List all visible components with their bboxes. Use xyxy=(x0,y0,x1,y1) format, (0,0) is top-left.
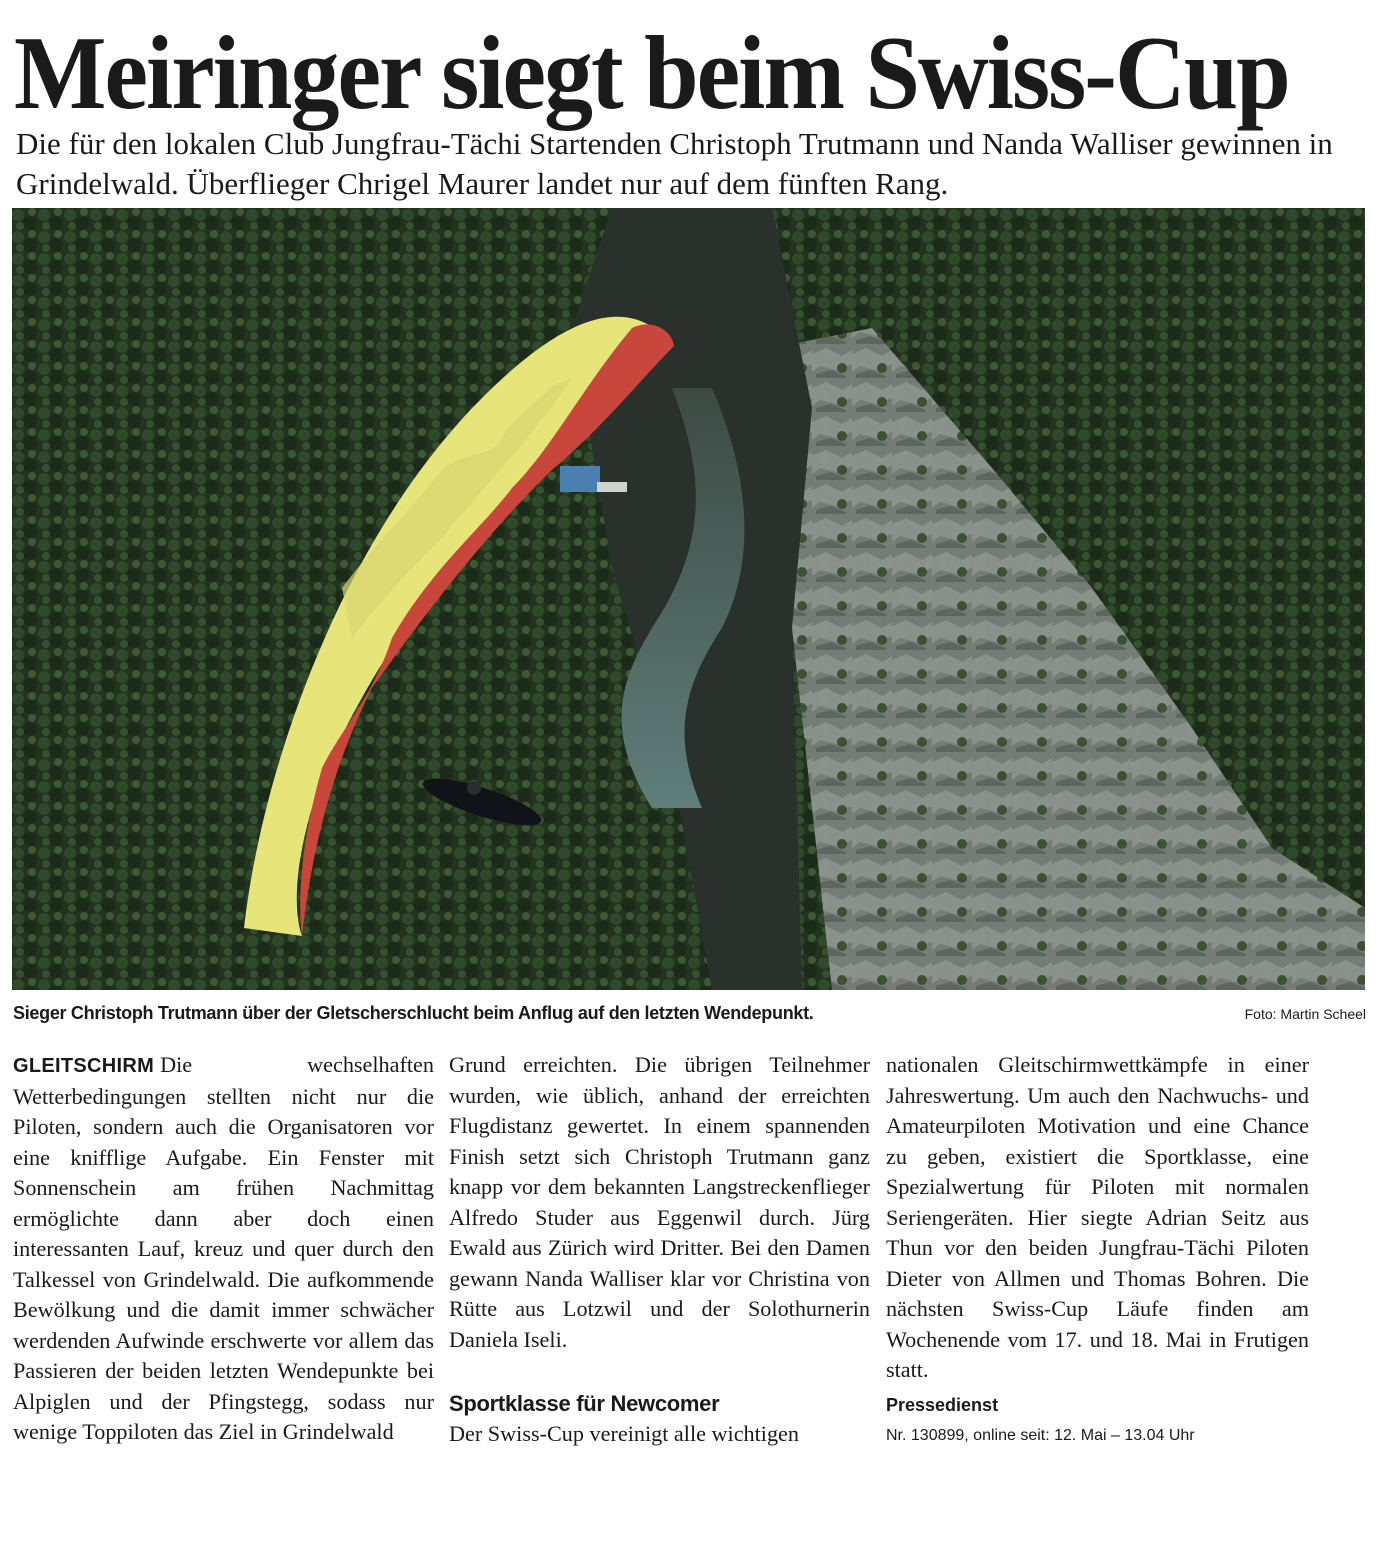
body-paragraph-3a: Der Swiss-Cup vereinigt alle wichtigen xyxy=(449,1421,799,1446)
body-paragraph-2: Grund erreichten. Die übrigen Teilnehmer wurden, wie üblich, anhand der erreichten Flugdistanz gewertet. In einem spannenden Finish setzt sich Christoph Trutmann ganz knapp vor dem bekannten Langstreckenflieger Alfredo Studer aus Eggenwil durch. Jürg Ewald aus Zürich wird Dritter. Bei den Damen gewann Nanda Walliser klar vor Christina von Rütte aus Lotzwil und der Solothurnerin Daniela Iseli. xyxy=(449,1052,870,1352)
author-signature: Pressedienst xyxy=(886,1394,999,1415)
photo-caption: Sieger Christoph Trutmann über der Gletscherschlucht beim Anflug auf den letzten Wendepunkt. xyxy=(13,1003,814,1023)
column-2 xyxy=(449,1050,870,1450)
body-text-1: Die wechselhaften Wetterbedingungen stellten nicht nur die Piloten, sondern auch die Organisatoren vor eine knifflige Aufgabe. Ein Fenster mit Sonnenschein am frühen Nachmittag ermöglichte dann aber doch einen interessanten Lauf, kreuz und quer durch den Talkessel von Grindelwald. Die aufkommende Bewölkung und die damit immer schwächer werdenden Aufwinde erschwerte vor allem das Passieren der beiden letzten Wendepunkte bei Alpiglen und der Pfingstegg, sodass nur wenige Toppiloten das Ziel in Grindelwald xyxy=(13,1052,434,1444)
body-paragraph-3b: nationalen Gleitschirmwettkämpfe in einer Jahreswertung. Um auch den Nachwuchs- und Amateurpiloten Motivation und eine Chance zu geben, existiert die Sportklasse, eine Spezialwertung für Piloten mit normalen Seriengeräten. Hier siegte Adrian Seitz aus Thun vor den beiden Jungfrau-Tächi Piloten Dieter von Allmen und Thomas Bohren. Die nächsten Swiss-Cup Läufe finden am Wochenende vom 17. und 18. Mai in Frutigen statt. xyxy=(886,1052,1309,1382)
column-3 xyxy=(886,1050,1309,1448)
headline: Meiringer siegt beim Swiss-Cup xyxy=(14,15,1289,132)
subhead: Die für den lokalen Club Jungfrau-Tächi Startenden Christoph Trutmann und Nanda Walliser gewinnen in Grindelwald. Überflieger Chrigel Maurer landet nur auf dem fünften Rang. xyxy=(16,126,1333,201)
body-paragraph-1 xyxy=(13,1050,434,1448)
paraglider-photo xyxy=(12,208,1365,990)
photo-credit: Foto: Martin Scheel xyxy=(1244,1006,1366,1022)
column-1 xyxy=(13,1050,434,1448)
article-reference: Nr. 130899, online seit: 12. Mai – 13.04 Uhr xyxy=(886,1426,1195,1444)
section-subtitle: Sportklasse für Newcomer xyxy=(449,1391,720,1416)
section-kicker: GLEITSCHIRM xyxy=(13,1055,155,1077)
